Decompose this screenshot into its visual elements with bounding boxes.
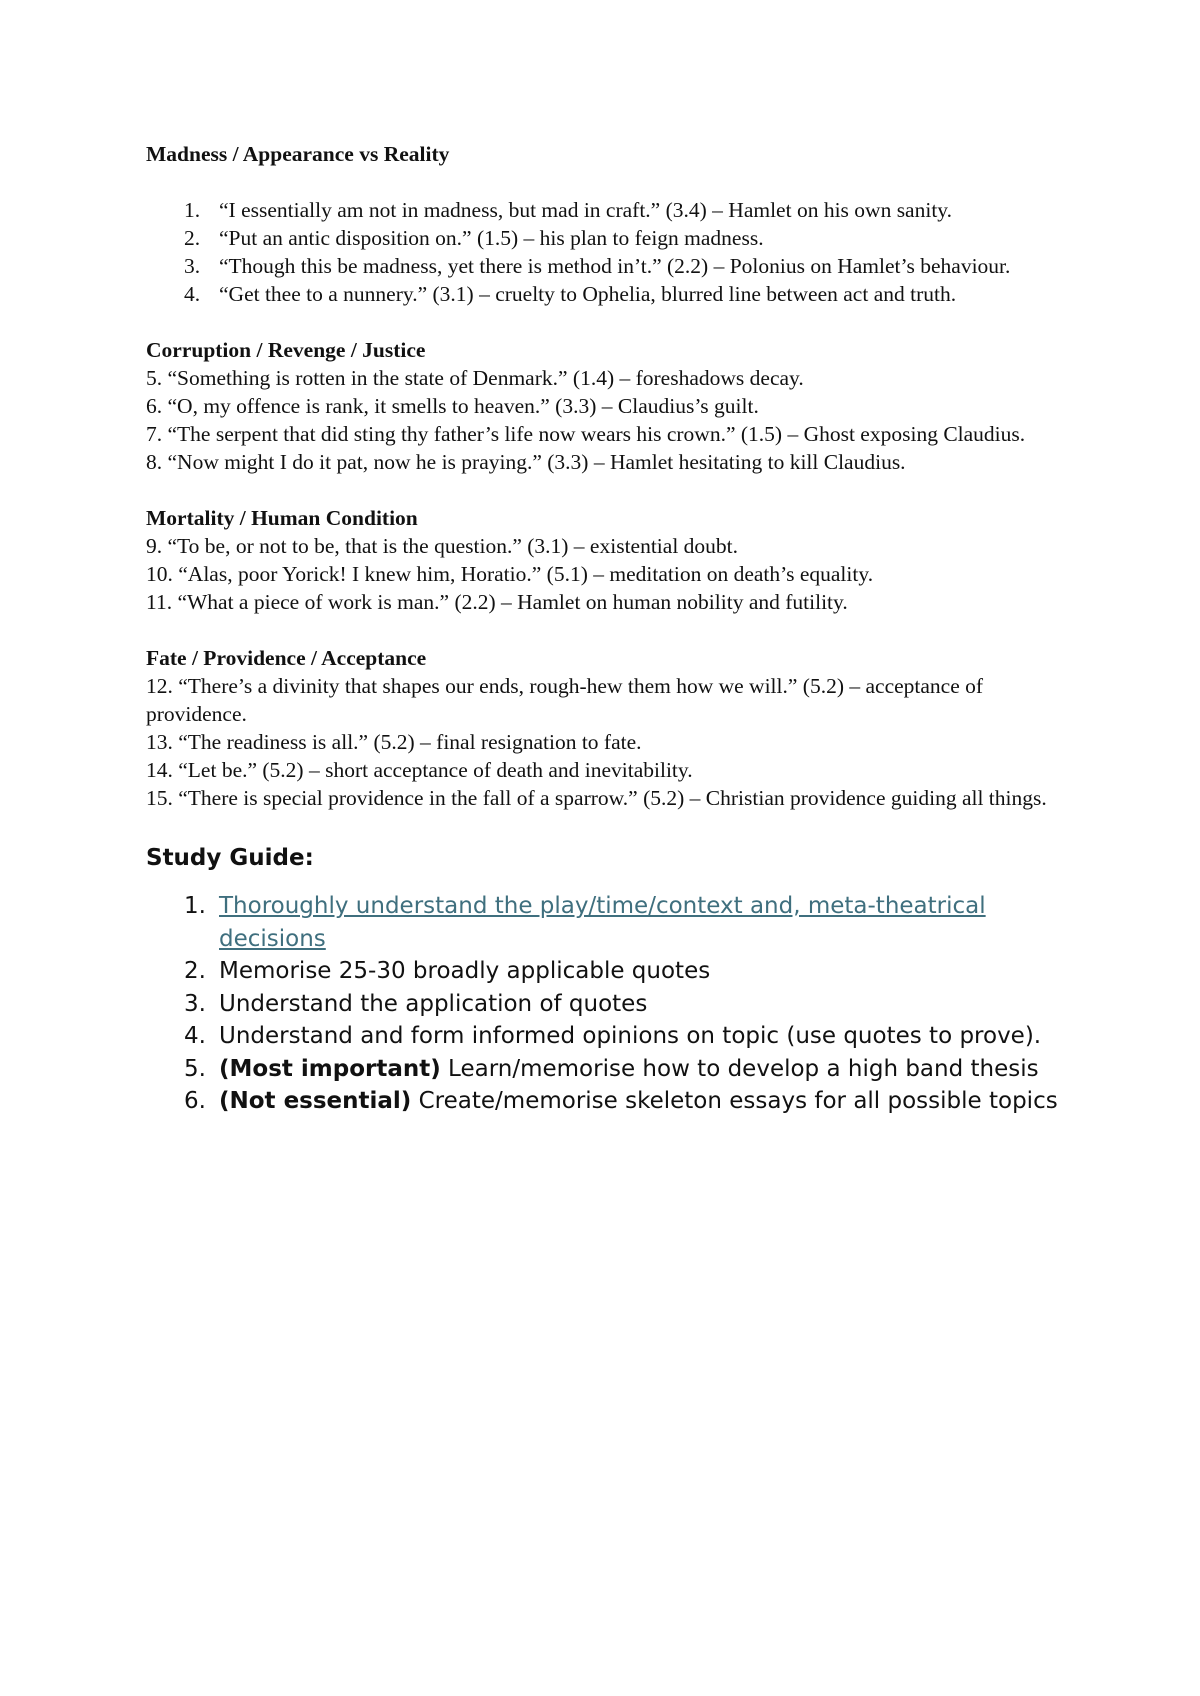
- study-guide: [146, 842, 1076, 1118]
- guide-text: Create/memorise skeleton essays for all possible topics: [411, 1088, 1058, 1114]
- quote-line: 12. “There’s a divinity that shapes our ends, rough-hew them how we will.” (5.2) – acceptance of providence.: [146, 674, 984, 726]
- section-heading: Madness / Appearance vs Reality: [146, 142, 450, 166]
- emphasis-label: (Most important): [219, 1055, 441, 1082]
- quote-text: “I essentially am not in madness, but mad in craft.” (3.4) – Hamlet on his own sanity.: [219, 198, 953, 222]
- section-corruption: [146, 336, 1076, 476]
- quote-line: 11. “What a piece of work is man.” (2.2) – Hamlet on human nobility and futility.: [146, 590, 848, 614]
- list-item: [146, 890, 1076, 955]
- list-number: 2.: [184, 226, 201, 250]
- study-guide-title: Study Guide:: [146, 845, 314, 871]
- list-number: 4.: [184, 282, 201, 306]
- section-mortality: [146, 504, 1076, 616]
- list-number: 1.: [184, 893, 206, 919]
- document-page: [146, 140, 1076, 1118]
- quote-line: 10. “Alas, poor Yorick! I knew him, Horatio.” (5.1) – meditation on death’s equality.: [146, 562, 874, 586]
- list-number: 3.: [184, 990, 206, 1017]
- list-item: [146, 988, 1076, 1021]
- list-item: [146, 1053, 1076, 1086]
- list-item: [146, 224, 1076, 252]
- quote-line: 15. “There is special providence in the fall of a sparrow.” (5.2) – Christian providence guiding all things.: [146, 786, 1047, 810]
- guide-text: Understand the application of quotes: [219, 990, 648, 1017]
- list-item: [146, 955, 1076, 988]
- list-number: 2.: [184, 958, 206, 984]
- section-madness: [146, 140, 1076, 308]
- list-number: 1.: [184, 198, 201, 222]
- quote-text: “Put an antic disposition on.” (1.5) – his plan to feign madness.: [219, 226, 764, 250]
- guide-text: Learn/memorise how to develop a high band thesis: [440, 1055, 1039, 1082]
- list-item: [146, 1020, 1076, 1053]
- guide-text: Understand and form informed opinions on topic (use quotes to prove).: [219, 1023, 1042, 1049]
- quote-line: 7. “The serpent that did sting thy father’s life now wears his crown.” (1.5) – Ghost exposing Claudius.: [146, 422, 1026, 446]
- quote-line: 6. “O, my offence is rank, it smells to heaven.” (3.3) – Claudius’s guilt.: [146, 394, 759, 418]
- study-guide-list: [146, 890, 1076, 1118]
- quote-text: “Though this be madness, yet there is method in’t.” (2.2) – Polonius on Hamlet’s behaviour.: [219, 254, 1011, 278]
- quote-line: 13. “The readiness is all.” (5.2) – final resignation to fate.: [146, 730, 642, 754]
- list-number: 4.: [184, 1023, 206, 1049]
- list-item: [146, 196, 1076, 224]
- section-heading: Fate / Providence / Acceptance: [146, 646, 427, 670]
- quote-line: 5. “Something is rotten in the state of Denmark.” (1.4) – foreshadows decay.: [146, 366, 804, 390]
- list-item: [146, 1085, 1076, 1118]
- guide-text: Memorise 25-30 broadly applicable quotes: [219, 958, 711, 984]
- quote-line: 14. “Let be.” (5.2) – short acceptance of death and inevitability.: [146, 758, 693, 782]
- quote-line: 9. “To be, or not to be, that is the question.” (3.1) – existential doubt.: [146, 534, 739, 558]
- section-heading: Corruption / Revenge / Justice: [146, 338, 426, 362]
- list-item: [146, 280, 1076, 308]
- section-fate: [146, 644, 1076, 812]
- emphasis-label: (Not essential): [219, 1088, 412, 1114]
- section-heading: Mortality / Human Condition: [146, 506, 418, 530]
- list-number: 6.: [184, 1088, 206, 1114]
- list-number: 5.: [184, 1055, 206, 1082]
- list-item: [146, 252, 1076, 280]
- list-number: 3.: [184, 254, 201, 278]
- quote-text: “Get thee to a nunnery.” (3.1) – cruelty to Ophelia, blurred line between act and truth.: [219, 282, 957, 306]
- quote-list: [146, 196, 1076, 308]
- context-link[interactable]: Thoroughly understand the play/time/context and, meta-theatrical decisions: [219, 893, 986, 952]
- quote-line: 8. “Now might I do it pat, now he is praying.” (3.3) – Hamlet hesitating to kill Claudius.: [146, 450, 906, 474]
